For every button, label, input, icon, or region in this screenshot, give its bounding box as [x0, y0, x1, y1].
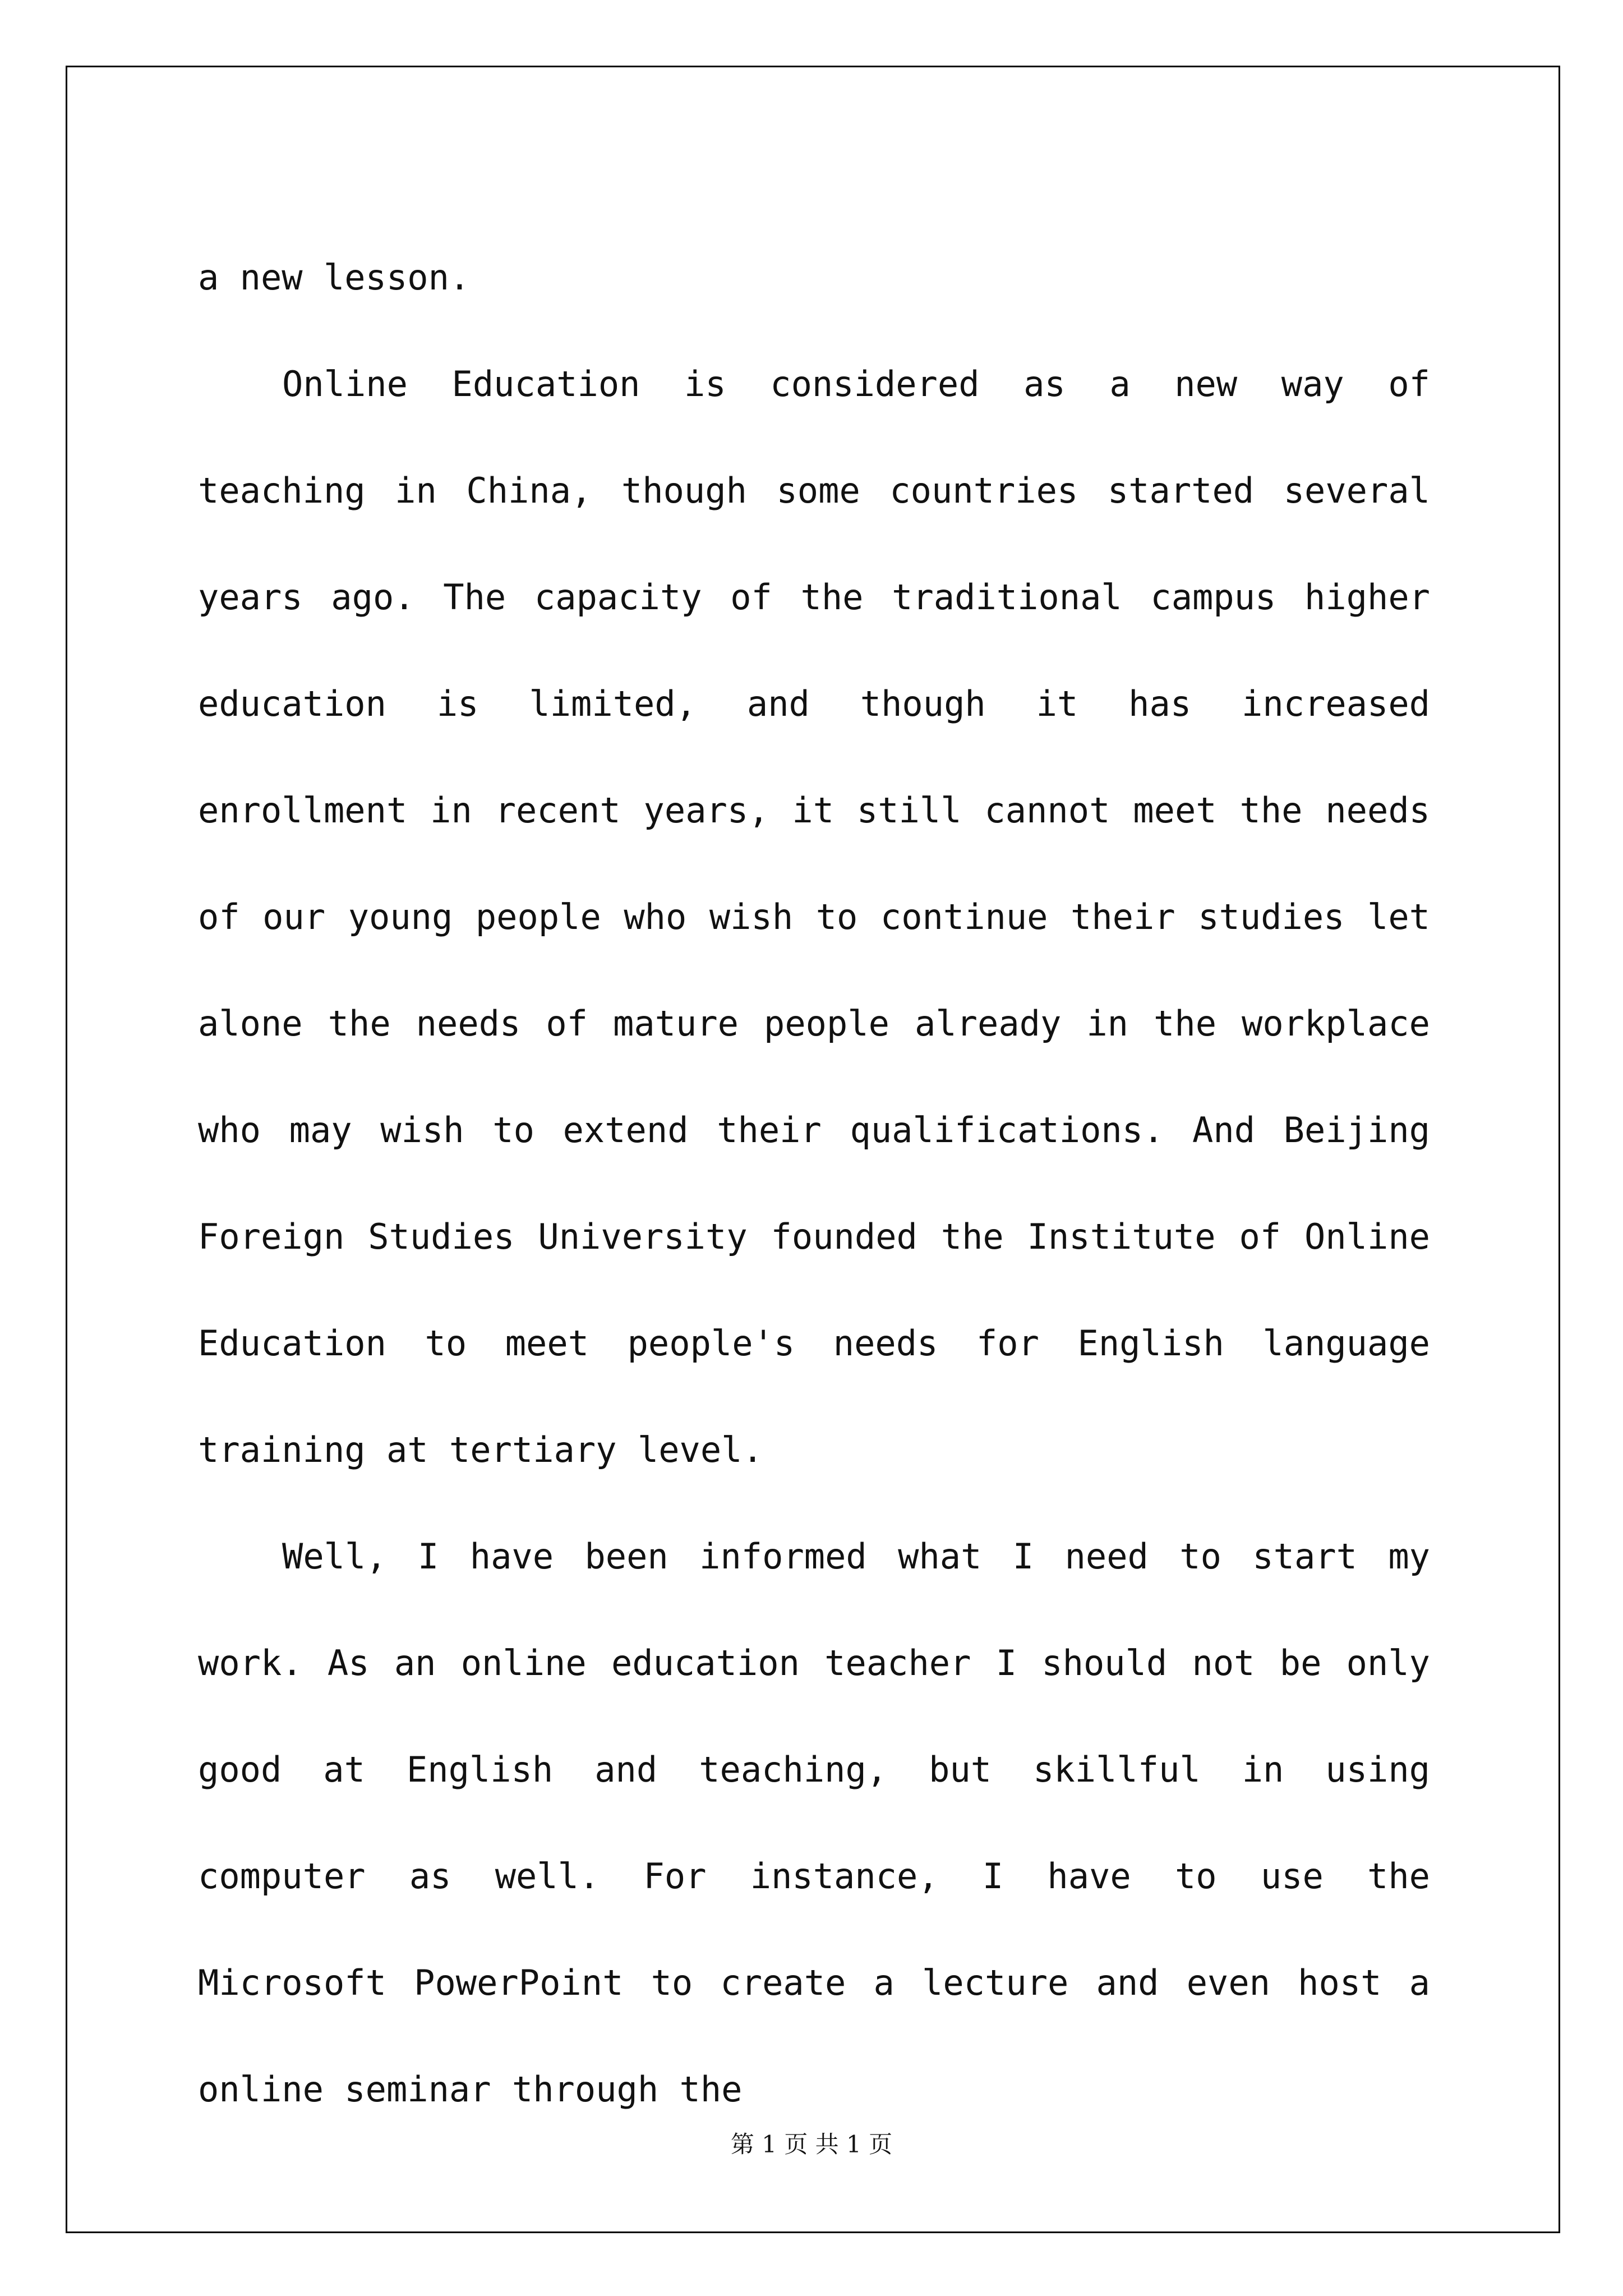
paragraph-3: Well, I have been informed what I need to start my work. As an online education teacher I should not be only good at English and teaching, but skillful in using computer as well. For instance, I have to use the Microsoft PowerPoint to create a lecture and even host a online seminar through the: [198, 1536, 1430, 2110]
paragraph-2: Online Education is considered as a new way of teaching in China, though some countries started several years ago. The capacity of the traditional campus higher education is limited, and though it has increased enrollment in recent years, it still cannot meet the needs of our young people who wish to continue their studies let alone the needs of mature people already in the workplace who may wish to extend their qualifications. And Beijing Foreign Studies University founded the Institute of Online Education to meet people's needs for English language training at tertiary level.: [198, 364, 1430, 1470]
paragraph-1: a new lesson.: [198, 257, 471, 298]
document-body: [198, 224, 1430, 2143]
page-number-footer: 第 1 页 共 1 页: [730, 2131, 893, 2158]
